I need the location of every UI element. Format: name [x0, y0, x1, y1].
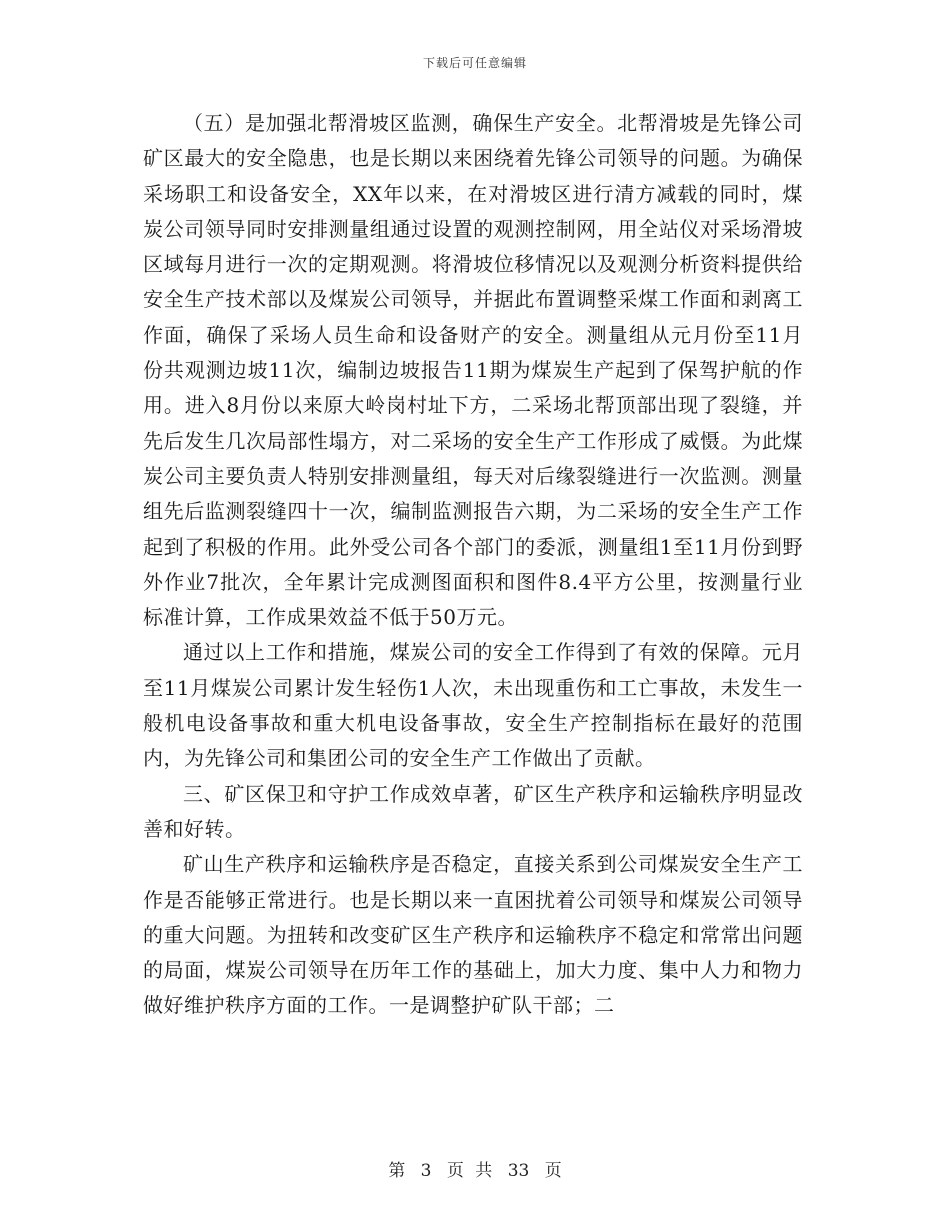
footer-middle: 页 共 [446, 1161, 493, 1181]
paragraph-slope-monitoring: （五）是加强北帮滑坡区监测，确保生产安全。北帮滑坡是先锋公司矿区最大的安全隐患，也是长期以来困绕着先锋公司领导的问题。为确保采场职工和设备安全，XX年以来，在对滑坡区进行清方减载的同时，煤炭公司领导同时安排测量组通过设置的观测控制网，用全站仪对采场滑坡区域每月进行一次的定期观测。将滑坡位移情况以及观测分析资料提供给安全生产技术部以及煤炭公司领导，并据此布置调整采煤工作面和剥离工作面，确保了采场人员生命和设备财产的安全。测量组从元月份至11月份共观测边坡11次，编制边坡报告11期为煤炭生产起到了保驾护航的作用。进入8月份以来原大岭岗村址下方，二采场北帮顶部出现了裂缝，并先后发生几次局部性塌方，对二采场的安全生产工作形成了威慑。为此煤炭公司主要负责人特别安排测量组，每天对后缘裂缝进行一次监测。测量组先后监测裂缝四十一次，编制监测报告六期，为二采场的安全生产工作起到了积极的作用。此外受公司各个部门的委派，测量组1至11月份到野外作业7批次，全年累计完成测图面积和图件8.4平方公里，按测量行业标准计算，工作成果效益不低于50万元。 [143, 111, 803, 630]
total-page-count: 33 [507, 1161, 530, 1181]
page-header: 下载后可任意编辑 [422, 56, 527, 70]
page-footer [0, 1156, 950, 1181]
paragraph-section-three-heading: 三、矿区保卫和守护工作成效卓著，矿区生产秩序和运输秩序明显改善和好转。 [143, 781, 803, 841]
current-page-number: 3 [420, 1161, 432, 1181]
paragraph-safety-results: 通过以上工作和措施，煤炭公司的安全工作得到了有效的保障。元月至11月煤炭公司累计发生轻伤1人次，未出现重伤和工亡事故，未发生一般机电设备事故和重大机电设备事故，安全生产控制指标在最好的范围内，为先锋公司和集团公司的安全生产工作做出了贡献。 [143, 640, 803, 771]
document-body [143, 106, 803, 1024]
paragraph-order-maintenance: 矿山生产秩序和运输秩序是否稳定，直接关系到公司煤炭安全生产工作是否能够正常进行。也是长期以来一直困扰着公司领导和煤炭公司领导的重大问题。为扭转和改变矿区生产秩序和运输秩序不稳定和常常出问题的局面，煤炭公司领导在历年工作的基础上，加大力度、集中人力和物力做好维护秩序方面的工作。一是调整护矿队干部；二 [143, 852, 803, 1018]
footer-suffix: 页 [544, 1161, 562, 1181]
footer-prefix: 第 [388, 1161, 406, 1181]
